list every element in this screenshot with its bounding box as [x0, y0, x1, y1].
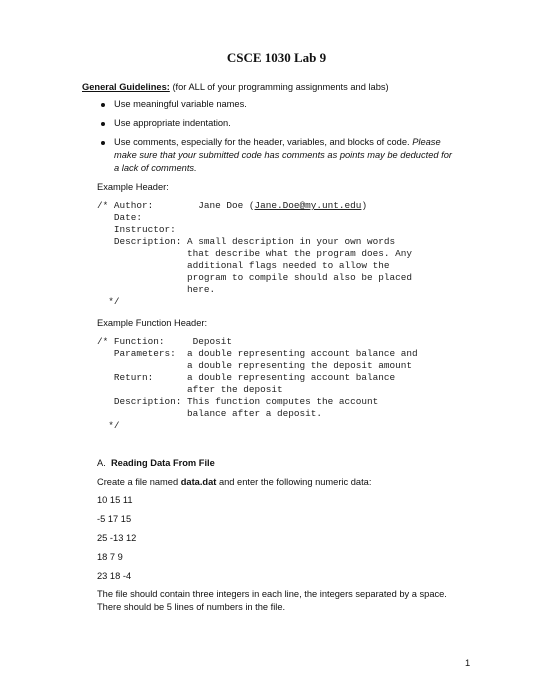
guidelines-heading: General Guidelines:	[82, 82, 170, 92]
code-line: */	[97, 420, 120, 431]
code-text: )	[361, 200, 368, 211]
code-line	[97, 200, 367, 212]
code-line: balance after a deposit.	[97, 408, 323, 419]
code-line: Description: This function computes the account	[97, 396, 379, 407]
data-line: 18 7 9	[97, 552, 123, 562]
data-line: 23 18 -4	[97, 571, 132, 581]
guideline-text: Use comments, especially for the header, variables, and blocks of code.	[114, 137, 410, 147]
section-a-heading	[97, 457, 215, 469]
bullet-icon	[101, 141, 105, 145]
code-line: program to compile should also be placed	[97, 272, 413, 283]
example-header-label: Example Header:	[97, 182, 169, 192]
page-number: 1	[465, 658, 471, 668]
guideline-item: Use appropriate indentation.	[114, 118, 231, 128]
data-line: 25 -13 12	[97, 533, 137, 543]
code-line: that describe what the program does. Any	[97, 248, 413, 259]
section-a-intro	[97, 476, 371, 488]
code-line: Parameters: a double representing account balance and	[97, 348, 418, 359]
code-line: Date:	[97, 212, 143, 223]
guideline-item	[114, 136, 441, 148]
code-line: Instructor:	[97, 224, 176, 235]
code-line: additional flags needed to allow the	[97, 260, 390, 271]
code-line: Description: A small description in your own words	[97, 236, 396, 247]
guideline-emphasis-line: a lack of comments.	[114, 163, 197, 173]
code-line: here.	[97, 284, 216, 295]
code-line: */	[97, 296, 120, 307]
data-line: 10 15 11	[97, 495, 133, 505]
email-link[interactable]: Jane.Doe@my.unt.edu	[254, 200, 362, 211]
code-line: /* Function: Deposit	[97, 336, 233, 347]
code-line: Return: a double representing account balance	[97, 372, 396, 383]
code-line: after the deposit	[97, 384, 283, 395]
code-text: /* Author: Jane Doe (	[97, 200, 255, 211]
guideline-emphasis: Please	[412, 137, 441, 147]
guideline-item: Use meaningful variable names.	[114, 99, 247, 109]
closing-line: The file should contain three integers in each line, the integers separated by a space.	[97, 589, 447, 599]
page-title: CSCE 1030 Lab 9	[226, 50, 327, 65]
code-line: a double representing the deposit amount	[97, 360, 413, 371]
guidelines-line	[82, 81, 389, 93]
bullet-icon	[101, 122, 105, 126]
section-letter: A.	[97, 458, 106, 468]
filename: data.dat	[180, 477, 217, 487]
intro-text: Create a file named	[97, 477, 181, 487]
guidelines-note: (for ALL of your programming assignments and labs)	[172, 82, 389, 92]
data-line: -5 17 15	[97, 514, 132, 524]
section-title: Reading Data From File	[110, 458, 215, 468]
example-function-header-label: Example Function Header:	[97, 318, 208, 328]
intro-text: and enter the following numeric data:	[216, 477, 372, 487]
bullet-icon	[101, 103, 105, 107]
closing-line: There should be 5 lines of numbers in the file.	[97, 602, 286, 612]
guideline-emphasis-line: make sure that your submitted code has comments as points may be deducted for	[114, 150, 452, 160]
